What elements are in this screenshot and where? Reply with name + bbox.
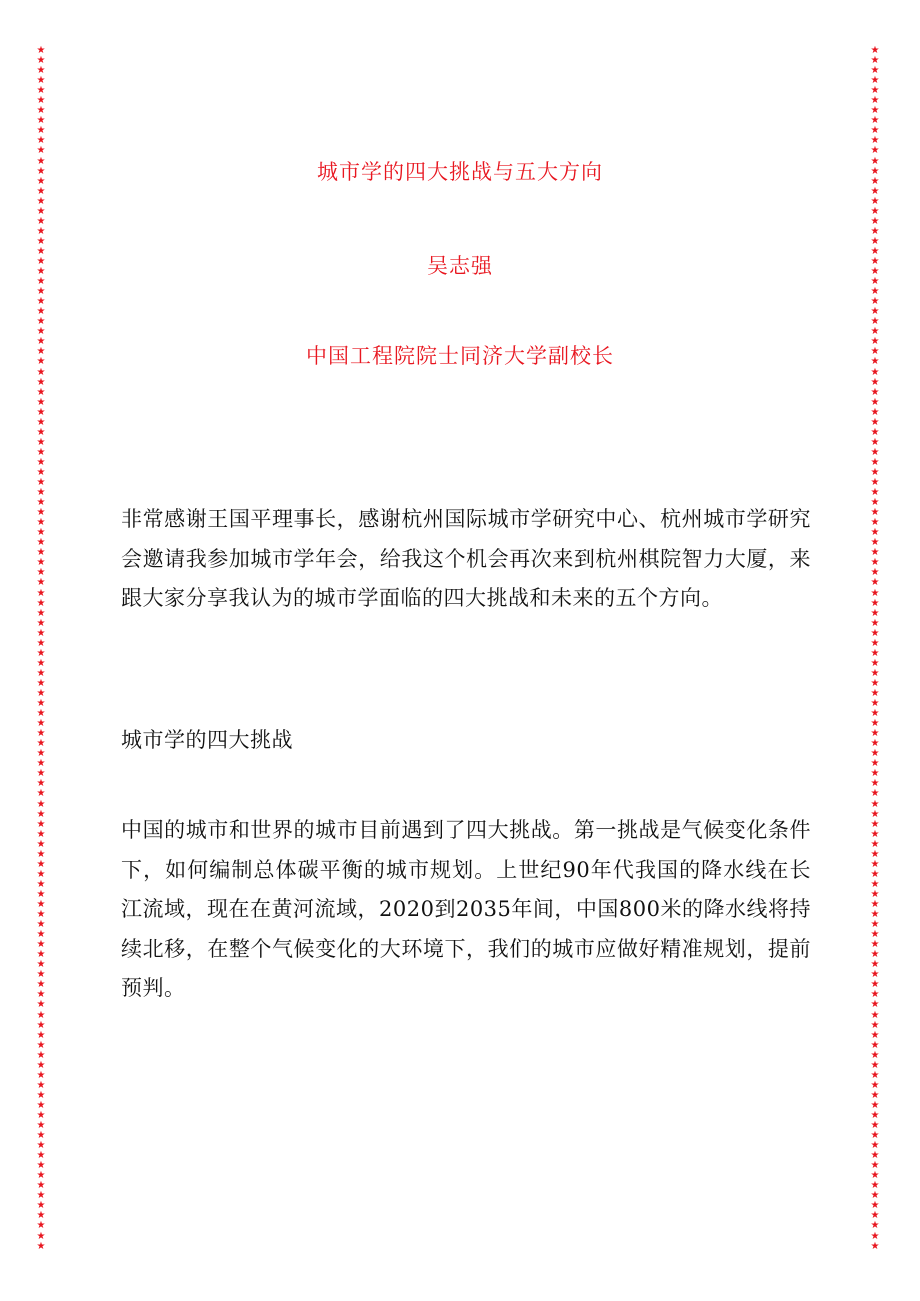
section-heading: 城市学的四大挑战 (121, 728, 293, 752)
decorative-star-border-right: ★ ★ ★ ★ ★ ★ ★ ★ ★ ★ ★ ★ ★ ★ ★ ★ ★ ★ ★ ★ ★ ★ ★ ★ ★ ★ ★ ★ ★ ★ ★ ★ ★ ★ ★ ★ ★ ★ ★ ★ ★ ★ ★ ★ ★ ★ ★ ★ ★ ★ ★ ★ ★ ★ ★ ★ ★ ★ ★ ★ ★ ★ ★ ★ ★ ★ ★ ★ ★ ★ ★ ★ ★ ★ ★ ★ ★ ★ ★ ★ ★ ★ ★ ★ ★ ★ ★ ★ ★ ★ ★ ★ ★ ★ ★ ★ ★ ★ ★ ★ ★ ★ ★ ★ ★ ★ ★ ★ ★ ★ ★ ★ ★ ★ ★ ★ ★ ★ ★ ★ (870, 46, 880, 1252)
decorative-star-border-left: ★ ★ ★ ★ ★ ★ ★ ★ ★ ★ ★ ★ ★ ★ ★ ★ ★ ★ ★ ★ ★ ★ ★ ★ ★ ★ ★ ★ ★ ★ ★ ★ ★ ★ ★ ★ ★ ★ ★ ★ ★ ★ ★ ★ ★ ★ ★ ★ ★ ★ ★ ★ ★ ★ ★ ★ ★ ★ ★ ★ ★ ★ ★ ★ ★ ★ ★ ★ ★ ★ ★ ★ ★ ★ ★ ★ ★ ★ ★ ★ ★ ★ ★ ★ ★ ★ ★ ★ ★ ★ ★ ★ ★ ★ ★ ★ ★ ★ ★ ★ ★ ★ ★ ★ ★ ★ ★ ★ ★ ★ ★ ★ ★ ★ ★ ★ ★ ★ ★ ★ (36, 46, 46, 1252)
intro-paragraph: 非常感谢王国平理事长，感谢杭州国际城市学研究中心、杭州城市学研究会邀请我参加城市学年会，给我这个机会再次来到杭州棋院智力大厦，来跟大家分享我认为的城市学面临的四大挑战和未来的五个方向。 (121, 507, 811, 610)
document-title: 城市学的四大挑战与五大方向 (317, 160, 603, 184)
author-affiliation: 中国工程院院士同济大学副校长 (306, 344, 614, 368)
document-author: 吴志强 (427, 254, 493, 278)
challenge-paragraph: 中国的城市和世界的城市目前遇到了四大挑战。第一挑战是气候变化条件下，如何编制总体碳平衡的城市规划。上世纪90年代我国的降水线在长江流域，现在在黄河流域，2020到2035年间，中国800米的降水线将持续北移，在整个气候变化的大环境下，我们的城市应做好精准规划，提前预判。 (121, 818, 811, 1000)
